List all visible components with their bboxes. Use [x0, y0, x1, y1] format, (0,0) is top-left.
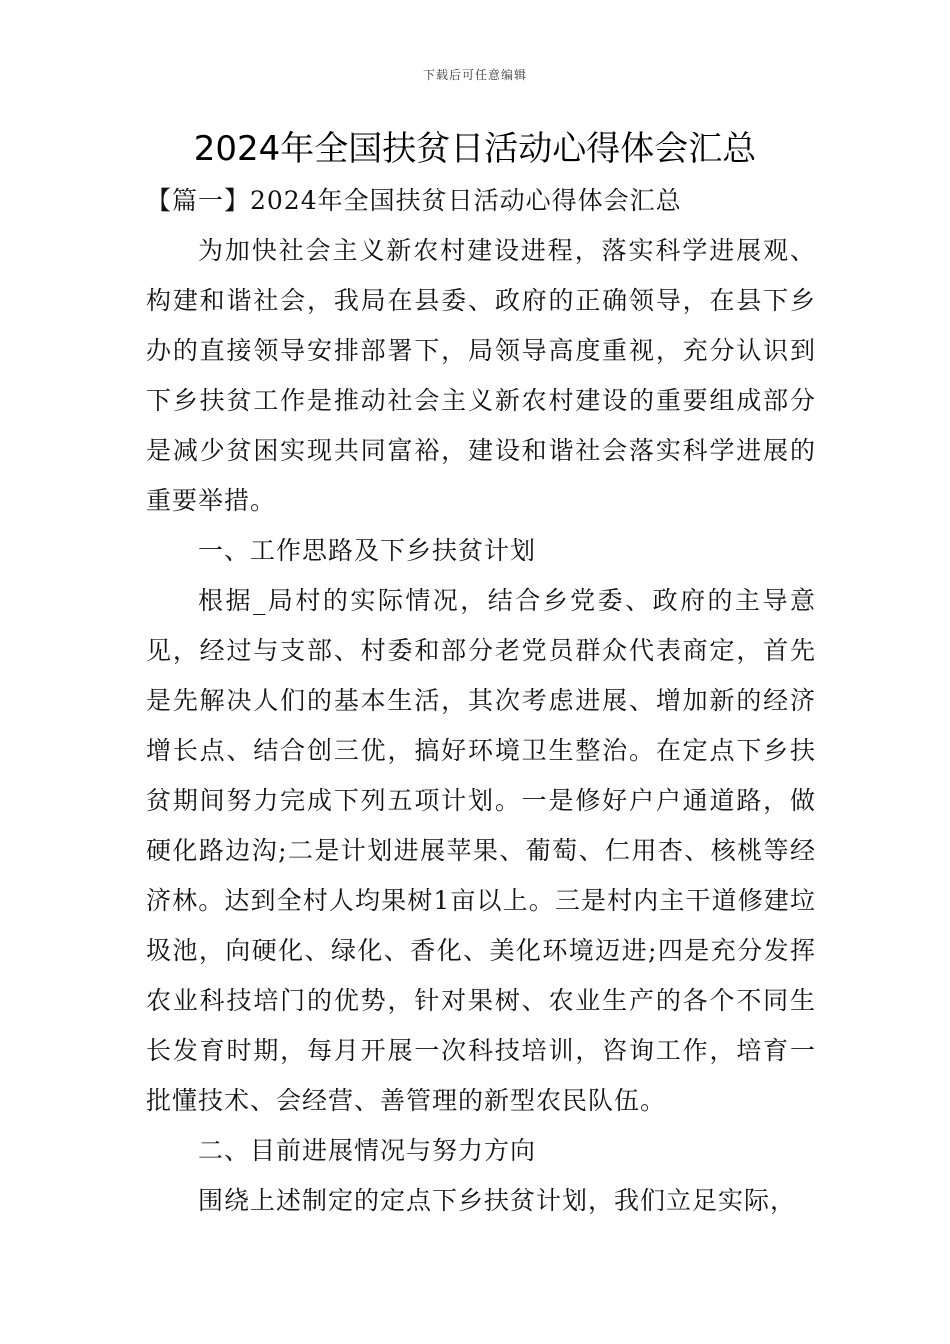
- header-note: 下载后可任意编辑: [422, 68, 527, 82]
- paragraph-progress: 围绕上述制定的定点下乡扶贫计划，我们立足实际，: [198, 1186, 797, 1215]
- subheading-progress: 二、目前进展情况与努力方向: [198, 1136, 537, 1165]
- document-body: [146, 176, 816, 1226]
- paragraph-work-plan: 根据_局村的实际情况，结合乡党委、政府的主导意见，经过与支部、村委和部分老党员群众代表商定，首先是先解决人们的基本生活，其次考虑进展、增加新的经济增长点、结合创三优，搞好环境卫生整治。在定点下乡扶贫期间努力完成下列五项计划。一是修好户户通道路，做硬化路边沟;二是计划进展苹果、葡萄、仁用杏、核桃等经济林。达到全村人均果树1亩以上。三是村内主干道修建垃圾池，向硬化、绿化、香化、美化环境迈进;四是充分发挥农业科技培门的优势，针对果树、农业生产的各个不同生长发育时期，每月开展一次科技培训，咨询工作，培育一批懂技术、会经营、善管理的新型农民队伍。: [146, 586, 816, 1115]
- paragraph-intro: 为加快社会主义新农村建设进程，落实科学进展观、构建和谐社会，我局在县委、政府的正确领导，在县下乡办的直接领导安排部署下，局领导高度重视，充分认识到下乡扶贫工作是推动社会主义新农村建设的重要组成部分是减少贫困实现共同富裕，建设和谐社会落实科学进展的重要举措。: [146, 236, 816, 515]
- document-title: 2024年全国扶贫日活动心得体会汇总: [193, 129, 757, 169]
- section-heading: 【篇一】2024年全国扶贫日活动心得体会汇总: [146, 186, 682, 215]
- subheading-work-plan: 一、工作思路及下乡扶贫计划: [198, 536, 537, 565]
